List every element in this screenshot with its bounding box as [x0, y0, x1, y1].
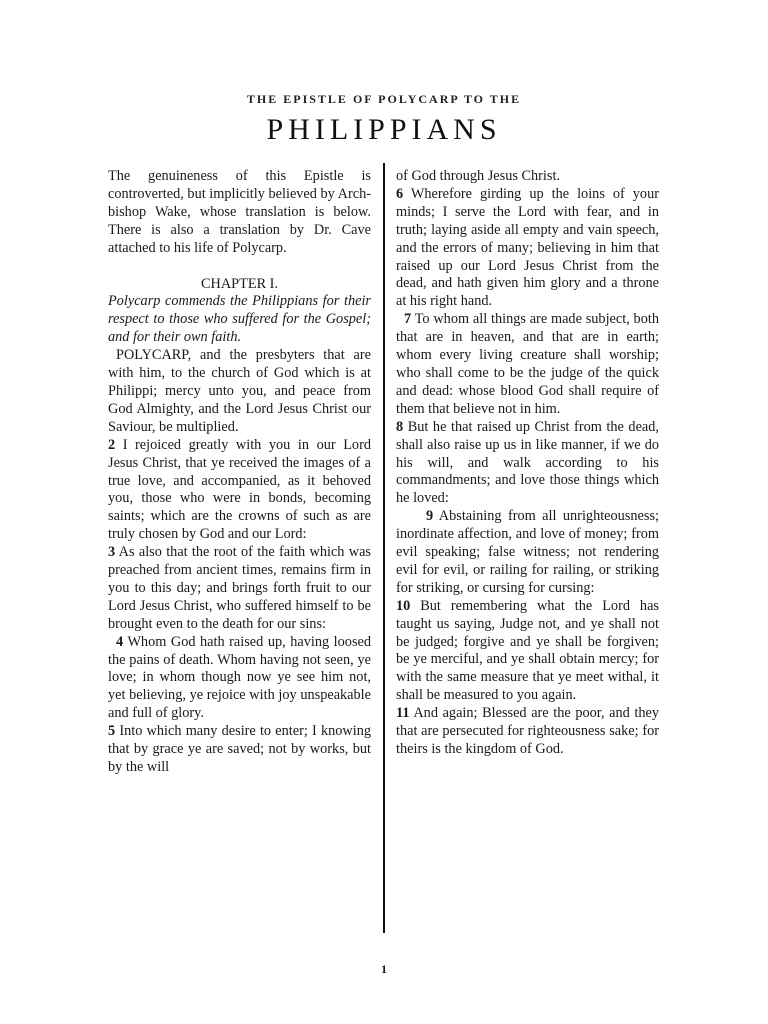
epistle-subtitle: THE EPISTLE OF POLYCARP TO THE — [246, 92, 522, 106]
verse-text: Abstaining from all unrighteousness; inordinate affection, and love of money; from evil speaking; false witness; not rendering evil for evil, or railing for railing, or striking for striking, or cursing for cursing: — [396, 508, 659, 596]
verse-text: And again; Blessed are the poor, and they that are persecuted for righteousness sake; for theirs is the kingdom of God. — [396, 705, 659, 757]
epistle-title: PHILIPPIANS — [266, 113, 502, 146]
verse-text: But he that raised up Christ from the dead, shall also raise up us in like manner, if we do his will, and walk according to his commandments; and love those things which he loved: — [396, 418, 659, 507]
chapter-summary: Polycarp commends the Philippians for their respect to those who suffered for the Gospel; and for their own faith. — [108, 293, 371, 346]
verse-number: 10 — [396, 597, 411, 614]
verse-11 — [396, 705, 659, 759]
intro-paragraph: The genuineness of this Epistle is controverted, but implicitly believed by Arch-bishop Wake, whose translation is below. There is also a translation by Dr. Cave attached to his life of Polycarp. — [108, 168, 371, 256]
verse-number: 6 — [396, 185, 404, 202]
verse-6 — [396, 186, 659, 311]
verse-number: 11 — [396, 705, 410, 722]
verse-number: 4 — [116, 633, 124, 650]
verse-4 — [108, 634, 371, 724]
verse-number: 3 — [108, 544, 116, 561]
verse-number: 2 — [108, 436, 116, 453]
verse-9 — [396, 508, 659, 598]
verse-text: Whom God hath raised up, having loosed the pains of death. Whom having not seen, ye love; in whom though now ye see him not, yet believing, ye rejoice with joy unspeakable and full of glory. — [108, 633, 371, 722]
verse-1-text: POLYCARP, and the presbyters that are with him, to the church of God which is at Philippi; mercy unto you, and peace from God Almighty, and the Lord Jesus Christ our Saviour, be multiplied. — [108, 347, 371, 435]
verse-text: As also that the root of the faith which was preached from ancient times, remains firm in you to this day; and brings forth fruit to our Lord Jesus Christ, who suffered himself to be brought even to the death for our sins: — [108, 544, 371, 632]
verse-number: 8 — [396, 418, 404, 435]
verse-text: Into which many desire to enter; I knowing that by grace ye are saved; not by works, but by the will — [108, 723, 371, 775]
verse-3 — [108, 544, 371, 634]
verse-7 — [396, 311, 659, 418]
verse-text: I rejoiced greatly with you in our Lord Jesus Christ, that ye received the images of a true love, and accompanied, as it behoved you, those who were in bonds, becoming saints; which are the crowns of such as are truly chosen by God and our Lord: — [108, 436, 371, 543]
page-header — [0, 92, 768, 147]
verse-text: To whom all things are made subject, both that are in heaven, and that are in earth; whom every living creature shall worship; who shall come to be the judge of the quick and dead: whose blood God shall require of them that believe not in him. — [396, 311, 659, 417]
chapter-heading: CHAPTER I. — [200, 275, 279, 292]
verse-8 — [396, 419, 659, 509]
left-column — [108, 168, 371, 777]
verse-2 — [108, 437, 371, 544]
verse-text: of God through Jesus Christ. — [396, 168, 561, 184]
verse-5 — [108, 723, 371, 777]
verse-number: 7 — [404, 311, 412, 328]
page-number: 1 — [381, 962, 387, 976]
verse-10 — [396, 598, 659, 705]
verse-number: 9 — [426, 508, 434, 525]
verse-text: Wherefore girding up the loins of your minds; I serve the Lord with fear, and in truth; laying aside all empty and vain speech, and the errors of many; believing in him that raised up our Lord Jesus Christ from the dead, and hath given him glory and a throne at his right hand. — [396, 185, 659, 310]
verse-5-continued — [396, 168, 659, 186]
right-column — [396, 168, 659, 759]
verse-text: But remembering what the Lord has taught us saying, Judge not, and ye shall not be judged; forgive and ye shall be forgiven; be ye merciful, and ye shall obtain mercy; for with the same measure that ye meet withal, it shall be measured to you again. — [396, 597, 659, 704]
verse-number: 5 — [108, 723, 116, 740]
column-divider — [383, 163, 385, 933]
verse-1 — [108, 347, 371, 437]
